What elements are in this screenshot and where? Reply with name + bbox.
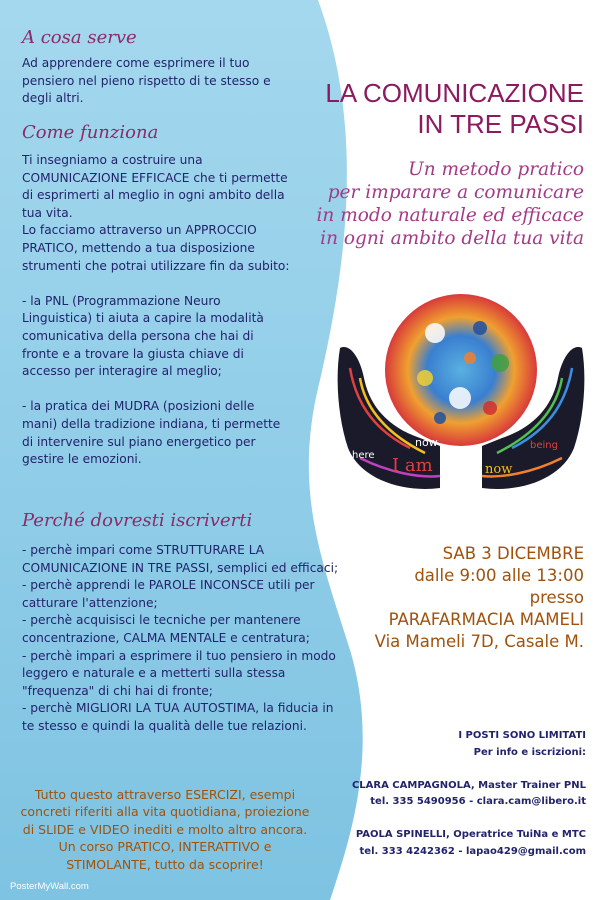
closing-text: Tutto questo attraverso ESERCIZI, esempi concreti riferiti alla vita quotidiana, proiezione di SLIDE e VIDEO inediti e molto altro ancora. Un corso PRATICO, INTERATTIVO e STIMOLANTE, tutto da scoprire! [20, 786, 310, 872]
art-word-2: I am [392, 455, 433, 476]
contact-info: I POSTI SONO LIMITATI Per info e iscrizioni: CLARA CAMPAGNOLA, Master Trainer PNL tel. 335 5490956 - clara.cam@libero.it PAOLA SPINELLI, Operatrice TuiNa e MTC tel. 333 4242362 - lapao429@gmail.com [351, 730, 586, 857]
hands-globe-illustration [330, 288, 592, 508]
art-word-3: here [352, 450, 375, 461]
watermark: PosterMyWall.com [10, 881, 89, 892]
perche-iscriverti-text: - perchè impari come STRUTTURARE LA COMUNICAZIONE IN TRE PASSI, semplici ed efficaci; - perchè apprendi le PAROLE INCONSCE utili per catturare l'attenzione; - perchè acquisisci le tecniche per mantenere concentrazione, CALMA MENTALE e centratura; - perchè impari a esprimere il tuo pensiero in modo leggero e naturale e a metterti sulla stessa "frequenza" di chi hai di fronte; - perchè MIGLIORI LA TUA AUTOSTIMA, la fiducia in te stesso e quindi la qualità delle tue relazioni. [22, 543, 339, 733]
a-cosa-serve-text: Ad apprendere come esprimere il tuo pensiero nel pieno rispetto di te stesso e degli altri. [22, 56, 271, 106]
heading-perche-iscriverti: Perché dovresti iscriverti [22, 510, 253, 531]
art-word-4: being [530, 440, 558, 451]
globe-mosaic [385, 294, 537, 446]
poster-subtitle: Un metodo pratico per imparare a comunicare in modo naturale ed efficace in ogni ambito della tua vita [316, 159, 584, 249]
art-word-5: now [415, 436, 438, 449]
heading-come-funziona: Come funziona [22, 122, 159, 143]
event-details: SAB 3 DICEMBRE dalle 9:00 alle 13:00 presso PARAFARMACIA MAMELI Via Mameli 7D, Casale M. [374, 544, 584, 651]
come-funziona-text: Ti insegniamo a costruire una COMUNICAZIONE EFFICACE che ti permette di esprimerti al meglio in ogni ambito della tua vita. Lo facciamo attraverso un APPROCCIO PRATICO, mettendo a tua disposizione strumenti che potrai utilizzare fin da subito: - la PNL (Programmazione Neuro Linguistica) ti aiuta a capire la modalità comunicativa della persona che hai di fronte e a trovare la giusta chiave di accesso per interagire al meglio; - la pratica dei MUDRA (posizioni delle mani) della tradizione indiana, ti permette di intervenire sul piano energetico per gestire le emozioni. [22, 153, 290, 467]
heading-a-cosa-serve: A cosa serve [22, 27, 137, 48]
poster-title: LA COMUNICAZIONE IN TRE PASSI [325, 78, 584, 139]
art-word-1: now [485, 462, 513, 477]
